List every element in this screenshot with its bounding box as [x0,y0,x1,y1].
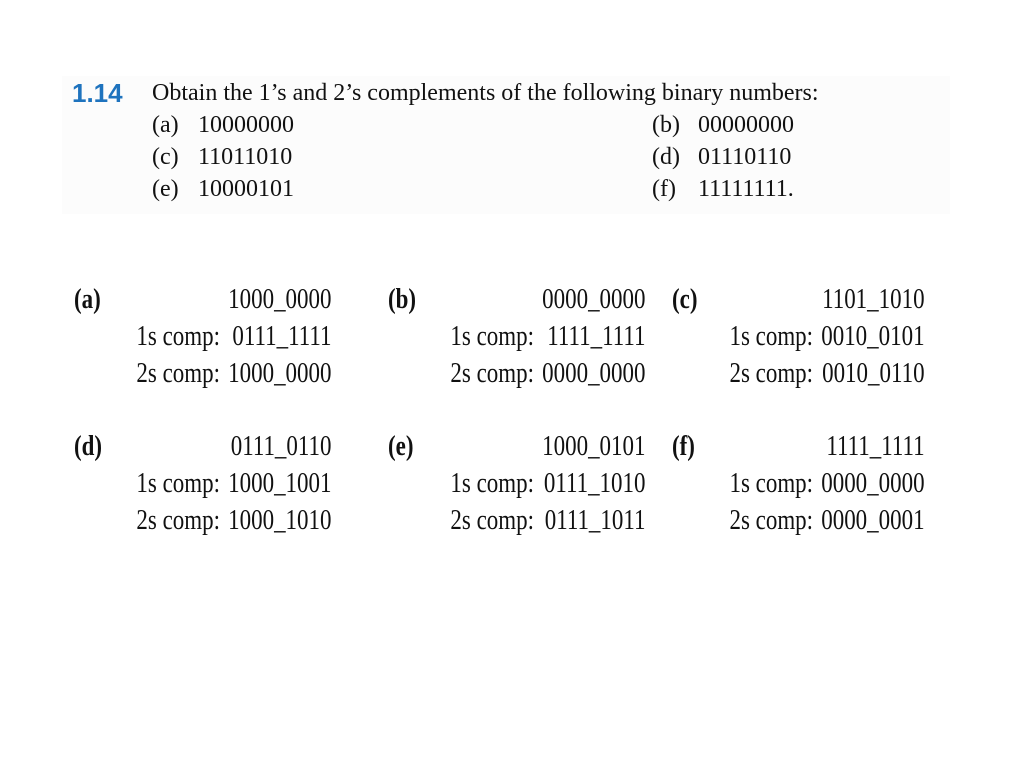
twos-comp-value: 1000_0000 [228,358,332,389]
ones-comp-label: 1s comp: [729,468,814,499]
ones-comp-label: 1s comp: [136,321,220,352]
solution-c [672,284,925,395]
solution-label: (d) [74,431,103,462]
item-value: 10000000 [198,112,294,138]
solution-label: (a) [74,284,101,315]
solution-label: (c) [672,284,698,315]
item-label: (b) [652,112,680,138]
twos-comp-label: 2s comp: [136,358,220,389]
twos-comp-label: 2s comp: [729,505,814,536]
ones-comp-value: 0111_1111 [232,321,332,352]
problem-item-a [152,112,294,139]
ones-comp-label: 1s comp: [729,321,814,352]
twos-comp-label: 2s comp: [136,505,220,536]
item-value: 00000000 [698,112,794,138]
problem-number: 1.14 [72,78,123,108]
twos-comp-value: 0010_0110 [822,358,925,389]
original-value: 0111_0110 [230,431,332,462]
solution-b [388,284,645,395]
original-value: 1111_1111 [826,431,925,462]
item-label: (a) [152,112,179,138]
problem-item-c [152,144,292,171]
solution-label: (b) [388,284,417,315]
ones-comp-value: 0000_0000 [821,468,925,499]
solution-a [74,284,331,395]
solution-label: (f) [672,431,695,462]
twos-comp-value: 0000_0001 [821,505,925,536]
ones-comp-label: 1s comp: [450,321,534,352]
ones-comp-value: 0111_1010 [543,468,646,499]
problem-text: Obtain the 1’s and 2’s complements of the following binary numbers: [152,80,819,106]
twos-comp-label: 2s comp: [450,505,534,536]
solution-label: (e) [388,431,414,462]
item-label: (c) [152,144,179,170]
original-value: 1000_0000 [228,284,332,315]
ones-comp-label: 1s comp: [450,468,534,499]
ones-comp-label: 1s comp: [136,468,220,499]
original-value: 1000_0101 [542,431,646,462]
item-value: 11011010 [198,144,293,170]
ones-comp-value: 1000_1001 [228,468,332,499]
ones-comp-value: 0010_0101 [821,321,925,352]
solution-e [388,431,645,542]
problem-item-e [152,176,294,203]
problem-item-f [652,176,794,203]
original-value: 0000_0000 [542,284,646,315]
twos-comp-label: 2s comp: [729,358,814,389]
twos-comp-value: 1000_1010 [228,505,332,536]
twos-comp-value: 0111_1011 [544,505,646,536]
solution-d [74,431,331,542]
problem-item-b [652,112,794,139]
original-value: 1101_1010 [822,284,925,315]
item-label: (f) [652,176,676,202]
item-label: (d) [652,144,680,170]
item-value: 10000101 [198,176,294,202]
problem-item-d [652,144,791,171]
item-value: 11111111. [698,176,794,202]
ones-comp-value: 1111_1111 [547,321,646,352]
item-label: (e) [152,176,179,202]
solution-f [672,431,925,542]
twos-comp-value: 0000_0000 [542,358,646,389]
item-value: 01110110 [698,144,792,170]
twos-comp-label: 2s comp: [450,358,534,389]
problem-statement [62,76,950,214]
